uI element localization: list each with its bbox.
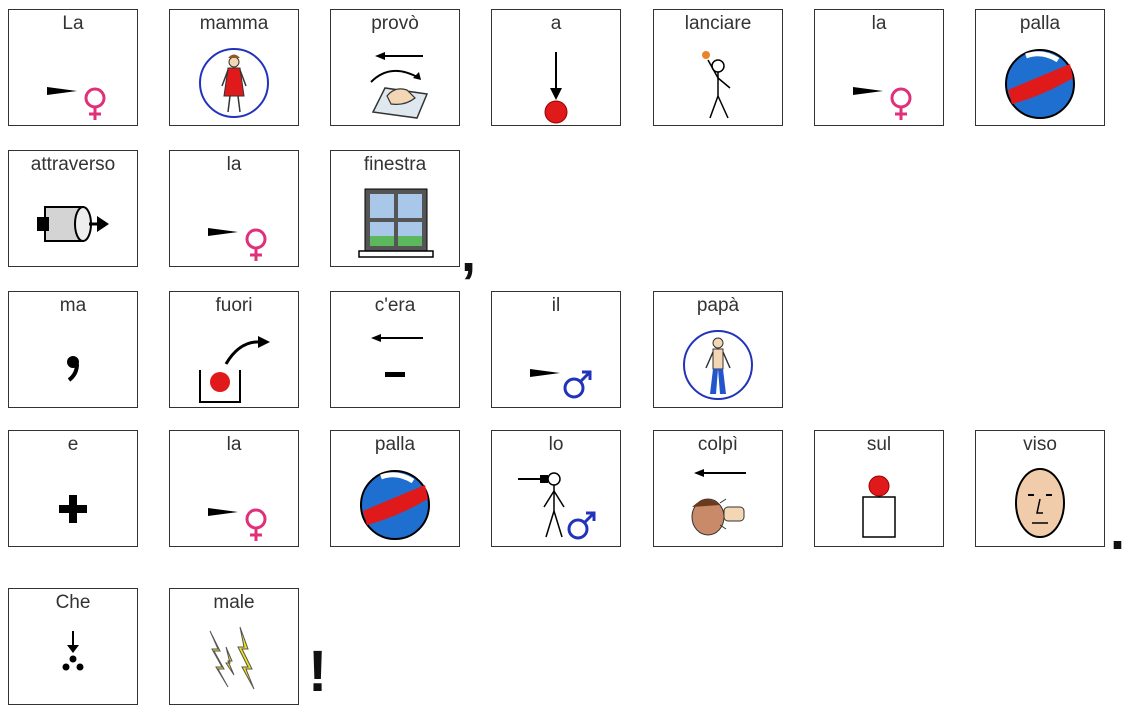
- comma-mark-icon: [9, 320, 137, 406]
- was-past-icon: [331, 320, 459, 406]
- pain-zigzag-icon: [170, 617, 298, 703]
- through-tube-icon: [9, 179, 137, 265]
- card-word: lo: [548, 434, 564, 455]
- mother-figure-icon: [170, 38, 298, 124]
- card-word: papà: [696, 295, 740, 316]
- symbol-card-il: [491, 291, 621, 408]
- symbol-card-la: [169, 430, 299, 547]
- hit-face-icon: [654, 459, 782, 545]
- card-word: la: [226, 434, 242, 455]
- card-word: finestra: [363, 154, 427, 175]
- masculine-article-icon: [492, 320, 620, 406]
- card-word: fuori: [215, 295, 253, 316]
- throw-figure-icon: [654, 38, 782, 124]
- card-word: mamma: [199, 13, 269, 34]
- feminine-article-icon: [170, 459, 298, 545]
- symbol-card-mamma: [169, 9, 299, 126]
- plus-icon: [9, 459, 137, 545]
- card-word: La: [62, 13, 84, 34]
- try-hand-icon: [331, 38, 459, 124]
- out-of-box-icon: [170, 320, 298, 406]
- feminine-article-icon: [9, 38, 137, 124]
- symbol-card-e: [8, 430, 138, 547]
- window-icon: [331, 179, 459, 265]
- ball-icon: [331, 459, 459, 545]
- card-word: palla: [374, 434, 416, 455]
- symbol-card-lo: [491, 430, 621, 547]
- ball-icon: [976, 38, 1104, 124]
- card-word: c'era: [374, 295, 416, 316]
- father-figure-icon: [654, 320, 782, 406]
- symbol-card-la: [169, 150, 299, 267]
- card-word: ma: [59, 295, 87, 316]
- symbol-card-cera: [330, 291, 460, 408]
- card-word: Che: [55, 592, 91, 613]
- feminine-article-icon: [815, 38, 943, 124]
- symbol-card-papa: [653, 291, 783, 408]
- card-word: attraverso: [30, 154, 116, 175]
- symbol-card-la: [8, 9, 138, 126]
- symbol-card-a: [491, 9, 621, 126]
- face-icon: [976, 459, 1104, 545]
- card-word: la: [226, 154, 242, 175]
- card-word: provò: [371, 13, 419, 34]
- on-top-icon: [815, 459, 943, 545]
- exclamation-punctuation: !: [308, 639, 328, 704]
- symbol-card-fuori: [169, 291, 299, 408]
- card-word: colpì: [697, 434, 739, 455]
- symbol-card-che: [8, 588, 138, 705]
- symbol-card-palla: [330, 430, 460, 547]
- symbol-card-sul: [814, 430, 944, 547]
- symbol-card-attraverso: [8, 150, 138, 267]
- symbol-card-palla: [975, 9, 1105, 126]
- card-word: male: [213, 592, 255, 613]
- to-arrow-icon: [492, 38, 620, 124]
- symbol-card-la: [814, 9, 944, 126]
- card-word: lanciare: [684, 13, 752, 34]
- symbol-card-viso: [975, 430, 1105, 547]
- symbol-card-finestra: [330, 150, 460, 267]
- symbol-card-male: [169, 588, 299, 705]
- card-word: e: [67, 434, 79, 455]
- him-pronoun-icon: [492, 459, 620, 545]
- what-dots-icon: [9, 617, 137, 703]
- card-word: sul: [866, 434, 892, 455]
- symbol-card-colpi: [653, 430, 783, 547]
- period-punctuation: .: [1110, 501, 1126, 561]
- card-word: viso: [1023, 434, 1057, 455]
- card-word: la: [871, 13, 887, 34]
- symbol-card-ma: [8, 291, 138, 408]
- symbol-card-lanciare: [653, 9, 783, 126]
- symbol-card-provo: [330, 9, 460, 126]
- feminine-article-icon: [170, 179, 298, 265]
- card-word: palla: [1019, 13, 1061, 34]
- card-word: a: [550, 13, 562, 34]
- card-word: il: [551, 295, 561, 316]
- comma-punctuation: ,: [461, 223, 477, 283]
